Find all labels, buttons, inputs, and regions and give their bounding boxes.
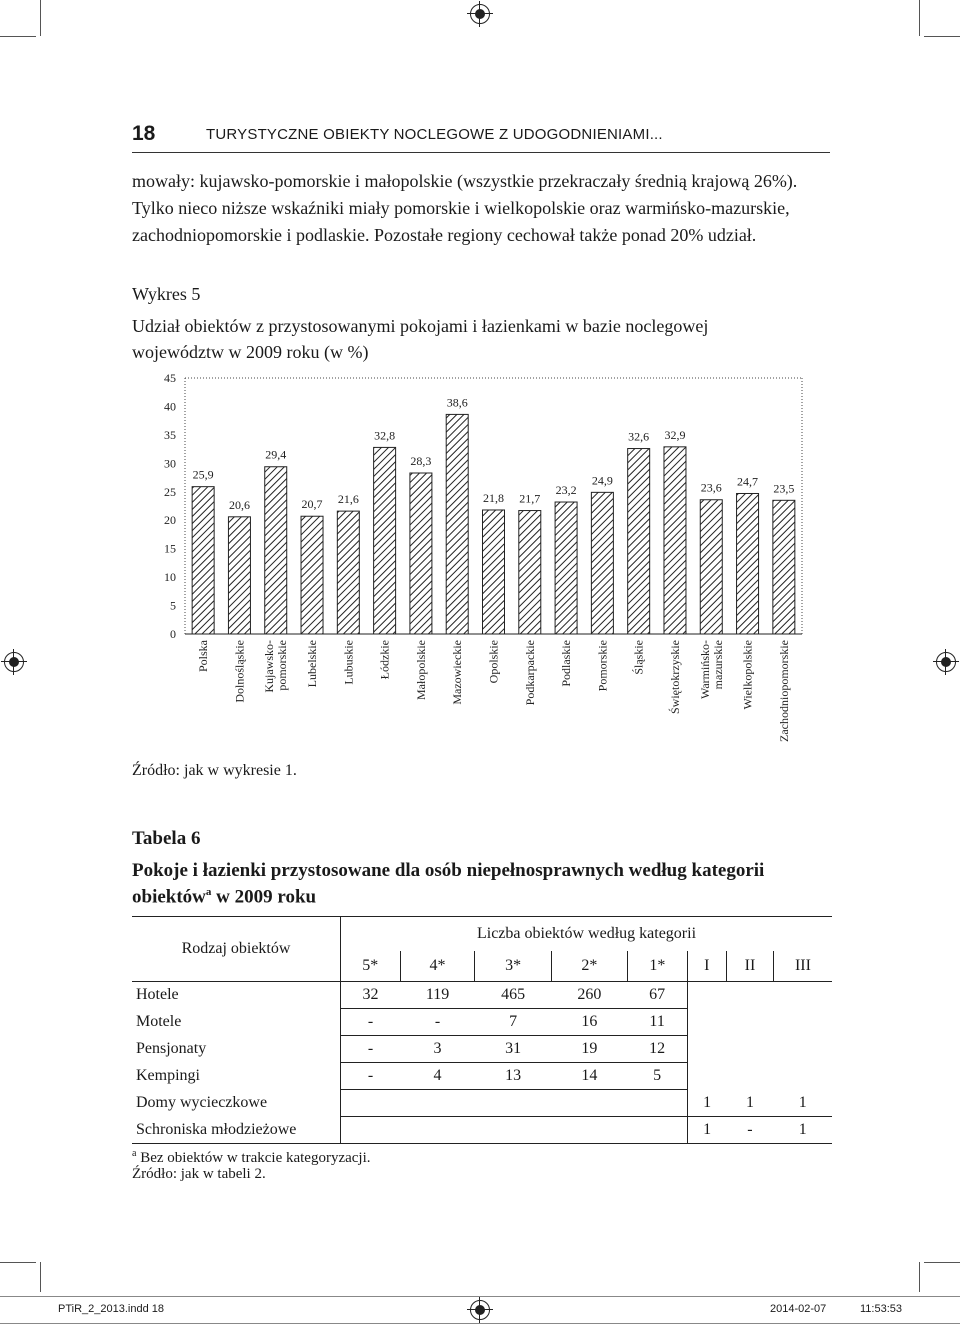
category-label: Warmińsko-	[697, 640, 712, 700]
bar	[301, 516, 323, 634]
row-label: Pensjonaty	[136, 1040, 207, 1057]
table-cell: 1	[687, 1090, 726, 1117]
running-title: TURYSTYCZNE OBIEKTY NOCLEGOWE Z UDOGODNIENIAMI...	[206, 126, 663, 143]
bar-chart	[150, 360, 810, 760]
bar	[192, 487, 214, 634]
registration-mark-icon	[936, 652, 956, 672]
table-cell: 31	[475, 1036, 551, 1063]
category-label: Kujawsko-	[262, 640, 277, 693]
category-label: Polska	[196, 640, 211, 673]
category-label: Opolskie	[486, 640, 501, 684]
row-label: Hotele	[136, 986, 179, 1004]
category-label: Mazowieckie	[450, 640, 465, 705]
table-cell: 32	[341, 982, 401, 1009]
table-title-line	[132, 886, 316, 908]
table-cell	[400, 1090, 475, 1117]
table-row	[132, 1090, 832, 1117]
table-cell	[687, 1009, 726, 1036]
trim-mark	[0, 36, 36, 37]
table-cell: 19	[551, 1036, 627, 1063]
row-label: Kempingi	[136, 1067, 200, 1084]
header-rule	[132, 152, 830, 153]
category-label: Pomorskie	[595, 640, 610, 692]
table-cell	[773, 982, 832, 1009]
figure-label: Wykres 5	[132, 284, 201, 304]
table-cell	[475, 1090, 551, 1117]
row-header-cell: Rodzaj obiektów	[132, 917, 341, 982]
category-label: Lubelskie	[305, 640, 320, 688]
row-label: Schroniska młodzieżowe	[132, 1117, 341, 1144]
bar-value-label: 24,9	[591, 473, 613, 488]
category-label: Małopolskie	[413, 640, 428, 700]
table-footnote	[132, 1148, 371, 1167]
table-cell: 1	[773, 1090, 832, 1117]
column-header: III	[773, 951, 832, 982]
table-cell: -	[727, 1117, 774, 1144]
bar	[773, 500, 795, 634]
y-tick-label: 45	[164, 371, 176, 385]
table-cell	[727, 1036, 774, 1063]
table-label: Tabela 6	[132, 828, 201, 849]
bar	[737, 493, 759, 634]
bar	[519, 511, 541, 634]
table-header-row	[132, 917, 832, 952]
y-tick-label: 35	[164, 427, 176, 442]
bar-value-label: 23,2	[555, 483, 577, 498]
y-tick-label: 40	[164, 399, 176, 414]
body-text-line: zachodniopomorskie i podlaskie. Pozostałe regiony cechował także ponad 20% udział.	[132, 225, 757, 245]
slug-time: 11:53:53	[860, 1303, 903, 1315]
table-cell	[475, 1117, 551, 1144]
table-cell: -	[400, 1009, 475, 1036]
y-tick-label: 5	[170, 598, 176, 613]
table-cell: 16	[551, 1009, 627, 1036]
category-label: mazurskie	[710, 640, 725, 690]
table-cell	[687, 1036, 726, 1063]
bar-value-label: 20,6	[228, 497, 250, 512]
bar-value-label: 23,6	[700, 480, 722, 495]
y-tick-label: 30	[164, 456, 176, 471]
page-number: 18	[132, 122, 156, 145]
bar	[555, 502, 577, 634]
bar	[700, 500, 722, 634]
bar-value-label: 21,8	[483, 490, 504, 505]
bar	[591, 492, 613, 634]
bar-value-label: 32,6	[628, 429, 650, 444]
table-cell: 4	[400, 1063, 475, 1090]
table-cell	[628, 1117, 688, 1144]
figure-source: Źródło: jak w wykresie 1.	[132, 762, 297, 779]
category-label: Łódzkie	[377, 640, 392, 680]
trim-mark	[919, 0, 920, 36]
print-slug	[0, 1296, 960, 1324]
table-row	[132, 1009, 832, 1036]
table-row	[132, 1117, 832, 1144]
column-header: II	[727, 951, 774, 982]
table-cell: 11	[628, 1009, 688, 1036]
bar	[265, 467, 287, 634]
column-header: I	[687, 951, 726, 982]
table-title-line: Pokoje i łazienki przystosowane dla osób niepełnosprawnych według kategorii	[132, 860, 765, 881]
bar	[628, 449, 650, 634]
figure-title-line: Udział obiektów z przystosowanymi pokojami i łazienkami w bazie noclegowej	[132, 316, 709, 336]
trim-mark	[40, 0, 41, 36]
table-cell	[628, 1090, 688, 1117]
table-cell: 12	[628, 1036, 688, 1063]
registration-mark-icon	[470, 4, 490, 24]
table-cell	[341, 1117, 401, 1144]
table-cell	[727, 1063, 774, 1090]
trim-mark	[919, 1262, 920, 1292]
table-cell: 5	[628, 1063, 688, 1090]
table-title-superscript: a	[205, 886, 212, 898]
bar	[664, 447, 686, 634]
category-label: Lubuskie	[341, 640, 356, 685]
table-cell	[551, 1117, 627, 1144]
footnote-superscript: a	[132, 1148, 137, 1159]
row-label: Domy wycieczkowe	[136, 1094, 268, 1111]
category-label: pomorskie	[275, 640, 290, 691]
trim-mark	[40, 1262, 41, 1292]
column-header: 1*	[628, 951, 688, 982]
y-tick-label: 25	[164, 484, 176, 499]
trim-mark	[924, 36, 960, 37]
slug-file: PTiR_2_2013.indd 18	[58, 1303, 165, 1315]
table-cell: 465	[475, 982, 551, 1009]
bar-value-label: 28,3	[410, 454, 432, 469]
row-label: Motele	[136, 1013, 182, 1030]
bar-value-label: 29,4	[265, 447, 287, 462]
table-cell	[773, 1036, 832, 1063]
table-cell: -	[341, 1009, 401, 1036]
group-header-cell: Liczba obiektów według kategorii	[341, 917, 833, 952]
category-label: Zachodniopomorskie	[776, 640, 791, 742]
table-cell: 1	[687, 1117, 726, 1144]
trim-mark	[924, 1262, 960, 1263]
table-title-text: w 2009 roku	[211, 886, 317, 908]
table-cell	[551, 1090, 627, 1117]
table-cell: 67	[628, 982, 688, 1009]
table-cell: -	[341, 1063, 401, 1090]
column-header: 4*	[400, 951, 475, 982]
bar-value-label: 25,9	[192, 467, 214, 482]
table-cell: 13	[475, 1063, 551, 1090]
column-header: 5*	[341, 951, 401, 982]
bar-value-label: 38,6	[446, 395, 468, 410]
category-label: Podkarpackie	[522, 640, 537, 706]
table-row	[132, 1063, 832, 1090]
table-cell: 119	[400, 982, 475, 1009]
column-header: 3*	[475, 951, 551, 982]
category-label: Śląskie	[631, 640, 646, 675]
category-label: Dolnośląskie	[232, 640, 247, 703]
bar-value-label: 20,7	[301, 497, 323, 512]
table-cell	[727, 1009, 774, 1036]
y-tick-label: 0	[170, 627, 176, 641]
table-cell: 260	[551, 982, 627, 1009]
table-cell: -	[341, 1036, 401, 1063]
category-label: Świętokrzyskie	[667, 640, 682, 714]
table-row	[132, 1036, 832, 1063]
footnote-text: Bez obiektów w trakcie kategoryzacji.	[136, 1150, 371, 1166]
bar-value-label: 23,5	[773, 481, 795, 496]
y-tick-label: 20	[164, 513, 176, 528]
category-label: Wielkopolskie	[740, 640, 755, 710]
table-cell: 1	[727, 1090, 774, 1117]
bar	[228, 517, 250, 634]
table-row	[132, 982, 832, 1009]
table-cell	[773, 1009, 832, 1036]
bar-value-label: 24,7	[737, 474, 759, 489]
bar-value-label: 32,9	[664, 427, 686, 442]
column-header: 2*	[551, 951, 627, 982]
y-tick-label: 15	[164, 541, 176, 556]
table-cell	[727, 982, 774, 1009]
bar	[446, 414, 468, 634]
bar-value-label: 21,7	[519, 491, 541, 506]
y-tick-label: 10	[164, 570, 176, 585]
bar	[483, 510, 505, 634]
table-cell: 7	[475, 1009, 551, 1036]
table-cell: 14	[551, 1063, 627, 1090]
table-cell: 3	[400, 1036, 475, 1063]
bar-value-label: 32,8	[374, 428, 396, 443]
trim-mark	[0, 1262, 36, 1263]
table-cell: 1	[773, 1117, 832, 1144]
slug-date: 2014-02-07	[770, 1303, 827, 1315]
table-cell	[341, 1090, 401, 1117]
bar	[337, 511, 359, 634]
table-cell	[400, 1117, 475, 1144]
figure-title-line: województw w 2009 roku (w %)	[132, 342, 369, 362]
category-label: Podlaskie	[559, 640, 574, 687]
table-cell	[773, 1063, 832, 1090]
registration-mark-icon	[4, 652, 24, 672]
data-table	[132, 916, 832, 1144]
bar-value-label: 21,6	[337, 492, 359, 507]
table-title-text: obiektów	[132, 886, 206, 908]
body-text-line: mowały: kujawsko-pomorskie i małopolskie (wszystkie przekraczały średnią krajową 26%).	[132, 171, 798, 191]
table-source: Źródło: jak w tabeli 2.	[132, 1166, 266, 1182]
bar	[374, 447, 396, 634]
bar	[410, 473, 432, 634]
table-cell	[687, 1063, 726, 1090]
table-cell	[687, 982, 726, 1009]
body-text-line: Tylko nieco niższe wskaźniki miały pomorskie i wielkopolskie oraz warmińsko-mazurskie,	[132, 198, 790, 218]
